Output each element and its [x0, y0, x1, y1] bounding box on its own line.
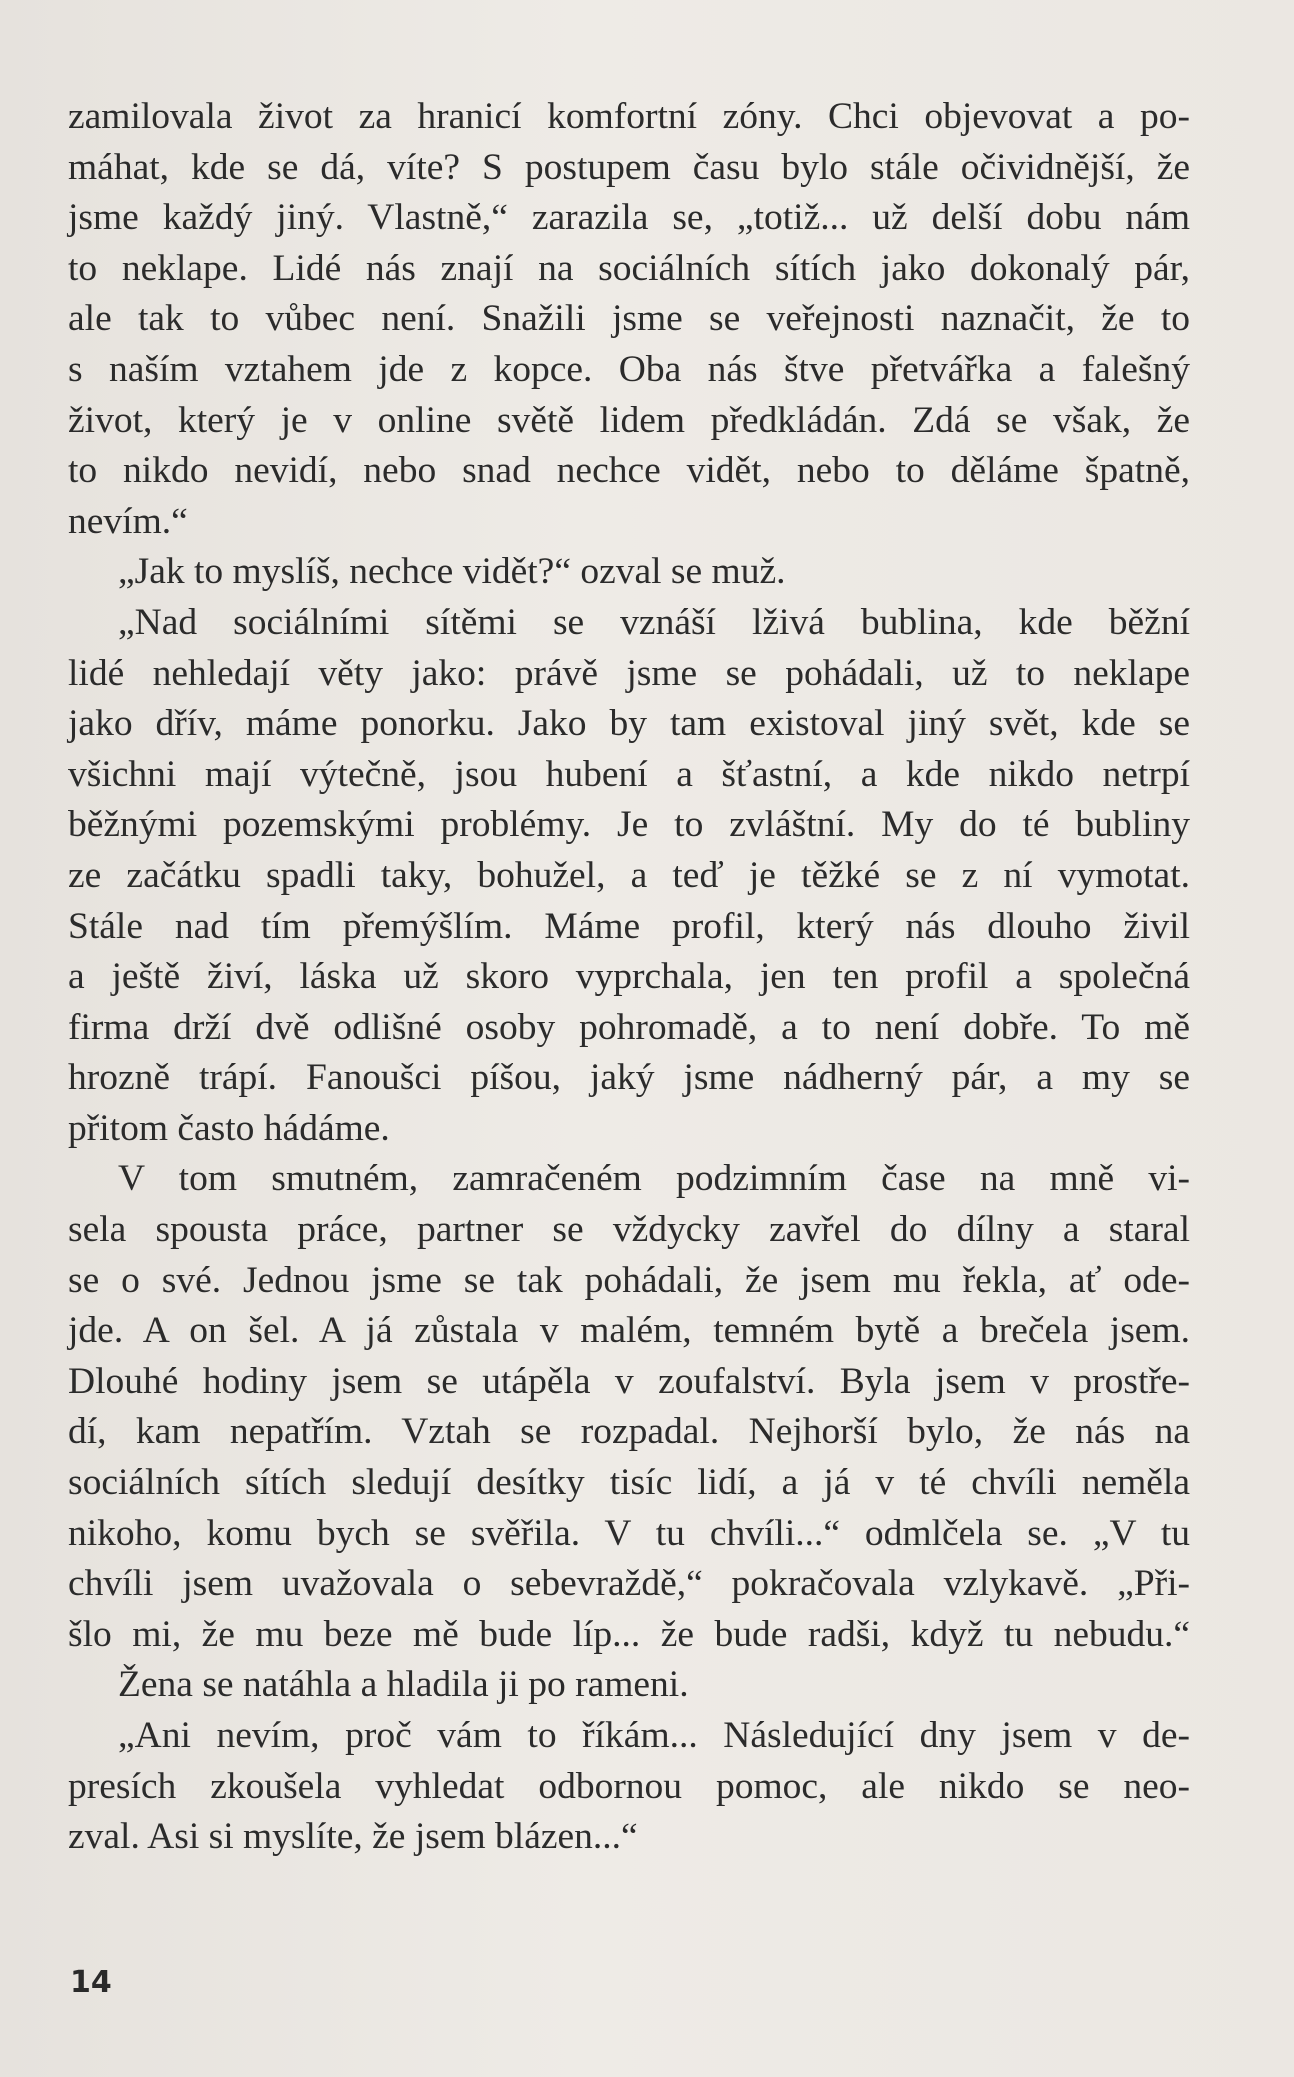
text-line: Stále nad tím přemýšlím. Máme profil, který nás dlouho živil — [68, 905, 1190, 947]
text-line: všichni mají výtečně, jsou hubení a šťastní, a kde nikdo netrpí — [68, 753, 1190, 795]
text-line: chvíli jsem uvažovala o sebevraždě,“ pokračovala vzlykavě. „Při- — [68, 1563, 1190, 1605]
text-line: Dlouhé hodiny jsem se utápěla v zoufalství. Byla jsem v prostře- — [68, 1360, 1190, 1402]
text-line: šlo mi, že mu beze mě bude líp... že bude radši, když tu nebudu.“ — [68, 1613, 1190, 1655]
page-number: 14 — [70, 1965, 112, 2000]
text-line: běžnými pozemskými problémy. Je to zvláštní. My do té bubliny — [68, 804, 1190, 846]
text-line: ale tak to vůbec není. Snažili jsme se veřejnosti naznačit, že to — [68, 298, 1190, 340]
text-line: s naším vztahem jde z kopce. Oba nás štve přetvářka a falešný — [68, 348, 1190, 390]
text-line: Žena se natáhla a hladila ji po rameni. — [118, 1664, 689, 1706]
text-line: dí, kam nepatřím. Vztah se rozpadal. Nejhorší bylo, že nás na — [68, 1411, 1190, 1453]
text-line: „Ani nevím, proč vám to říkám... Následující dny jsem v de- — [118, 1715, 1190, 1756]
text-line: lidé nehledají věty jako: právě jsme se pohádali, už to neklape — [68, 652, 1190, 694]
body-text — [68, 92, 1190, 1863]
text-line: presích zkoušela vyhledat odbornou pomoc, ale nikdo se neo- — [68, 1765, 1190, 1807]
text-line: nevím.“ — [68, 500, 188, 542]
text-line: sociálních sítích sledují desítky tisíc lidí, a já v té chvíli neměla — [68, 1462, 1190, 1504]
text-line: život, který je v online světě lidem předkládán. Zdá se však, že — [68, 399, 1190, 441]
text-line: V tom smutném, zamračeném podzimním čase na mně vi- — [118, 1158, 1190, 1200]
text-line: sela spousta práce, partner se vždycky zavřel do dílny a staral — [68, 1209, 1190, 1251]
text-line: firma drží dvě odlišné osoby pohromadě, a to není dobře. To mě — [68, 1006, 1190, 1048]
text-line: zval. Asi si myslíte, že jsem blázen...“ — [68, 1816, 638, 1858]
text-line: jako dřív, máme ponorku. Jako by tam existoval jiný svět, kde se — [68, 703, 1190, 745]
text-line: hrozně trápí. Fanoušci píšou, jaký jsme nádherný pár, a my se — [68, 1057, 1190, 1099]
text-line: to neklape. Lidé nás znají na sociálních sítích jako dokonalý pár, — [68, 247, 1190, 289]
text-line: se o své. Jednou jsme se tak pohádali, že jsem mu řekla, ať ode- — [68, 1259, 1190, 1301]
text-line: „Jak to myslíš, nechce vidět?“ ozval se muž. — [118, 551, 786, 593]
text-line: jsme každý jiný. Vlastně,“ zarazila se, „totiž... už delší dobu nám — [68, 197, 1190, 239]
text-line: přitom často hádáme. — [68, 1107, 390, 1149]
text-line: zamilovala život za hranicí komfortní zóny. Chci objevovat a po- — [68, 96, 1190, 137]
text-line: to nikdo nevidí, nebo snad nechce vidět, nebo to děláme špatně, — [68, 450, 1190, 492]
text-line: máhat, kde se dá, víte? S postupem času bylo stále očividnější, že — [68, 146, 1190, 188]
text-line: nikoho, komu bych se svěřila. V tu chvíli...“ odmlčela se. „V tu — [68, 1512, 1190, 1554]
text-line: „Nad sociálními sítěmi se vznáší lživá bublina, kde běžní — [118, 601, 1190, 643]
text-line: jde. A on šel. A já zůstala v malém, temném bytě a brečela jsem. — [68, 1310, 1190, 1352]
text-line: a ještě živí, láska už skoro vyprchala, jen ten profil a společná — [68, 956, 1190, 998]
text-line: ze začátku spadli taky, bohužel, a teď je těžké se z ní vymotat. — [68, 854, 1190, 896]
